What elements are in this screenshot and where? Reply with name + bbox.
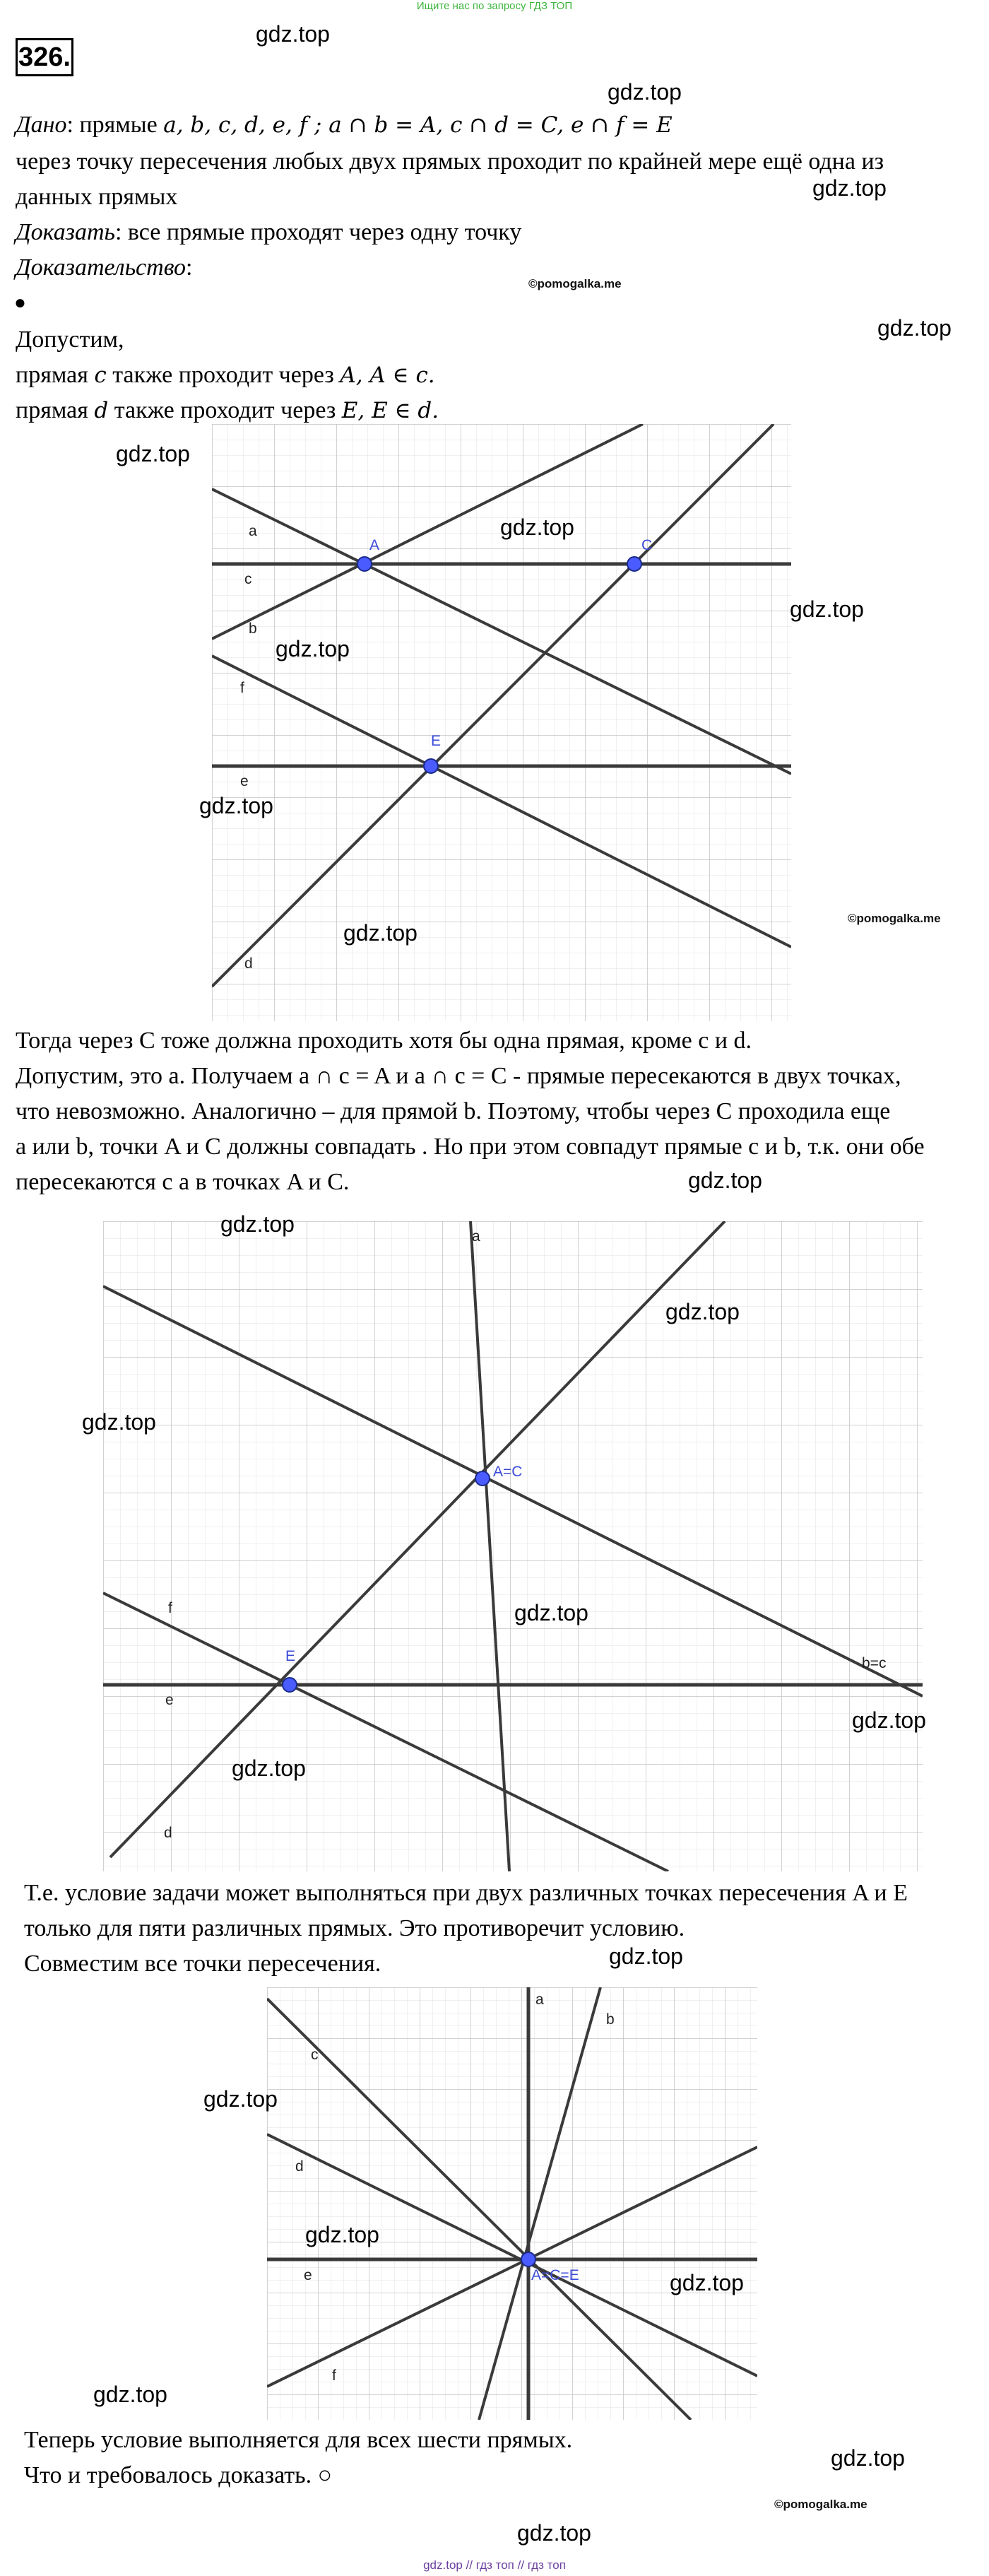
watermark-gdz: gdz.top	[305, 2222, 379, 2247]
label-line-e: e	[165, 1692, 174, 1708]
watermark-gdz: gdz.top	[500, 514, 574, 540]
watermark-gdz: gdz.top	[665, 1299, 740, 1324]
watermark-gdz: gdz.top	[256, 21, 330, 47]
watermark-gdz: gdz.top	[670, 2270, 744, 2295]
watermark-gdz: gdz.top	[116, 441, 190, 466]
watermark-gdz: gdz.top	[232, 1755, 306, 1781]
watermark-gdz: gdz.top	[790, 596, 864, 622]
watermark-gdz: gdz.top	[609, 1943, 683, 1969]
label-line-d: d	[244, 955, 253, 972]
watermark-gdz: gdz.top	[831, 2445, 905, 2471]
label-A: A	[369, 537, 380, 553]
given-math: a, b, c, d, e, f ; a ∩ b = A, c ∩ d = C, e ∩ f = E	[163, 112, 673, 138]
label-line-c: c	[311, 2047, 319, 2063]
footer-links[interactable]: gdz.top // гдз топ // гдз топ	[423, 2558, 566, 2572]
point-A	[357, 557, 372, 571]
watermark-gdz: gdz.top	[82, 1409, 156, 1435]
prove-line: Доказать: все прямые проходят через одну точку	[16, 219, 522, 245]
point-C	[627, 557, 641, 571]
point-A-C	[475, 1471, 490, 1486]
para2-line-4: a или b, точки A и C должны совпадать . Но при этом совпадут прямые c и b, т.к. они обе	[16, 1134, 925, 1160]
label-line-e: e	[240, 773, 249, 789]
para2-line-1: Тогда через C тоже должна проходить хотя бы одна прямая, кроме c и d.	[16, 1028, 752, 1054]
label-line-f: f	[168, 1600, 172, 1616]
para3-line-1: Т.е. условие задачи может выполняться при двух различных точках пересечения A и E	[24, 1880, 908, 1906]
watermark-pomogalka: ©pomogalka.me	[848, 912, 941, 925]
label-ACE: A=C=E	[531, 2267, 579, 2283]
watermark-gdz: gdz.top	[199, 793, 273, 818]
watermark-gdz: gdz.top	[517, 2520, 591, 2546]
watermark-gdz: gdz.top	[877, 315, 952, 341]
para2-line-3: что невозможно. Аналогично – для прямой b. Поэтому, чтобы через C проходила еще	[16, 1098, 891, 1124]
label-line-a: a	[472, 1228, 480, 1245]
point-A-C-E	[521, 2252, 535, 2266]
watermark-gdz: gdz.top	[203, 2086, 278, 2112]
label-line-b: b	[606, 2011, 615, 2028]
para2-line-5: пересекаются с a в точках A и C.	[16, 1169, 350, 1195]
label-line-b: b	[249, 621, 257, 637]
watermark-pomogalka: ©pomogalka.me	[528, 277, 622, 290]
watermark-gdz: gdz.top	[688, 1168, 762, 1193]
label-line-f: f	[240, 680, 244, 696]
label-AC: A=C	[493, 1464, 523, 1480]
label-C: C	[641, 537, 653, 553]
para2-line-2: Допустим, это a. Получаем a ∩ c = A и a ∩ c = C - прямые пересекаются в двух точках,	[16, 1063, 901, 1089]
point-E	[424, 759, 438, 773]
para4-line-2: Что и требовалось доказать. ○	[24, 2462, 333, 2488]
proof-line-2: прямая c также проходит через A, A ∈ c.	[16, 362, 435, 388]
watermark-gdz: gdz.top	[608, 79, 682, 105]
given-line-3: данных прямых	[16, 184, 178, 210]
proof-line-1: Допустим,	[16, 327, 124, 353]
watermark-gdz: gdz.top	[276, 636, 350, 661]
label-line-bc: b=c	[862, 1655, 887, 1671]
proof-line-3: прямая d также проходит через E, E ∈ d.	[16, 397, 439, 423]
label-E: E	[285, 1648, 296, 1664]
figure-1	[212, 424, 791, 1021]
watermark-gdz: gdz.top	[220, 1211, 295, 1237]
given-label: Дано	[16, 112, 67, 138]
figure-3	[267, 1987, 757, 2420]
figure-2	[103, 1221, 923, 1871]
bullet: ●	[14, 292, 26, 314]
watermark-gdz: gdz.top	[812, 175, 887, 201]
label-line-e: e	[304, 2267, 312, 2283]
para4-line-1: Теперь условие выполняется для всех шести прямых.	[24, 2427, 573, 2453]
label-line-f: f	[332, 2368, 336, 2384]
label-line-a: a	[249, 523, 257, 539]
label-line-d: d	[295, 2158, 304, 2175]
para3-line-2: только для пяти различных прямых. Это противоречит условию.	[24, 1915, 685, 1941]
watermark-gdz: gdz.top	[852, 1707, 926, 1733]
problem-number: 326.	[16, 38, 73, 76]
given-line: Дано: прямые a, b, c, d, e, f ; a ∩ b = A, c ∩ d = C, e ∩ f = E	[16, 112, 673, 138]
point-E	[283, 1678, 297, 1692]
watermark-gdz: gdz.top	[93, 2382, 167, 2407]
search-note: Ищите нас по запросу ГДЗ ТОП	[416, 0, 573, 12]
watermark-gdz: gdz.top	[514, 1600, 588, 1625]
label-line-d: d	[164, 1825, 172, 1841]
proof-heading: Доказательство:	[16, 254, 193, 281]
watermark-gdz: gdz.top	[343, 920, 417, 946]
given-line-2: через точку пересечения любых двух прямых проходит по крайней мере ещё одна из	[16, 148, 884, 175]
label-E: E	[431, 733, 442, 749]
para3-line-3: Совместим все точки пересечения.	[24, 1951, 381, 1977]
label-line-a: a	[535, 1992, 544, 2008]
watermark-pomogalka: ©pomogalka.me	[774, 2498, 867, 2511]
label-line-c: c	[244, 571, 252, 587]
